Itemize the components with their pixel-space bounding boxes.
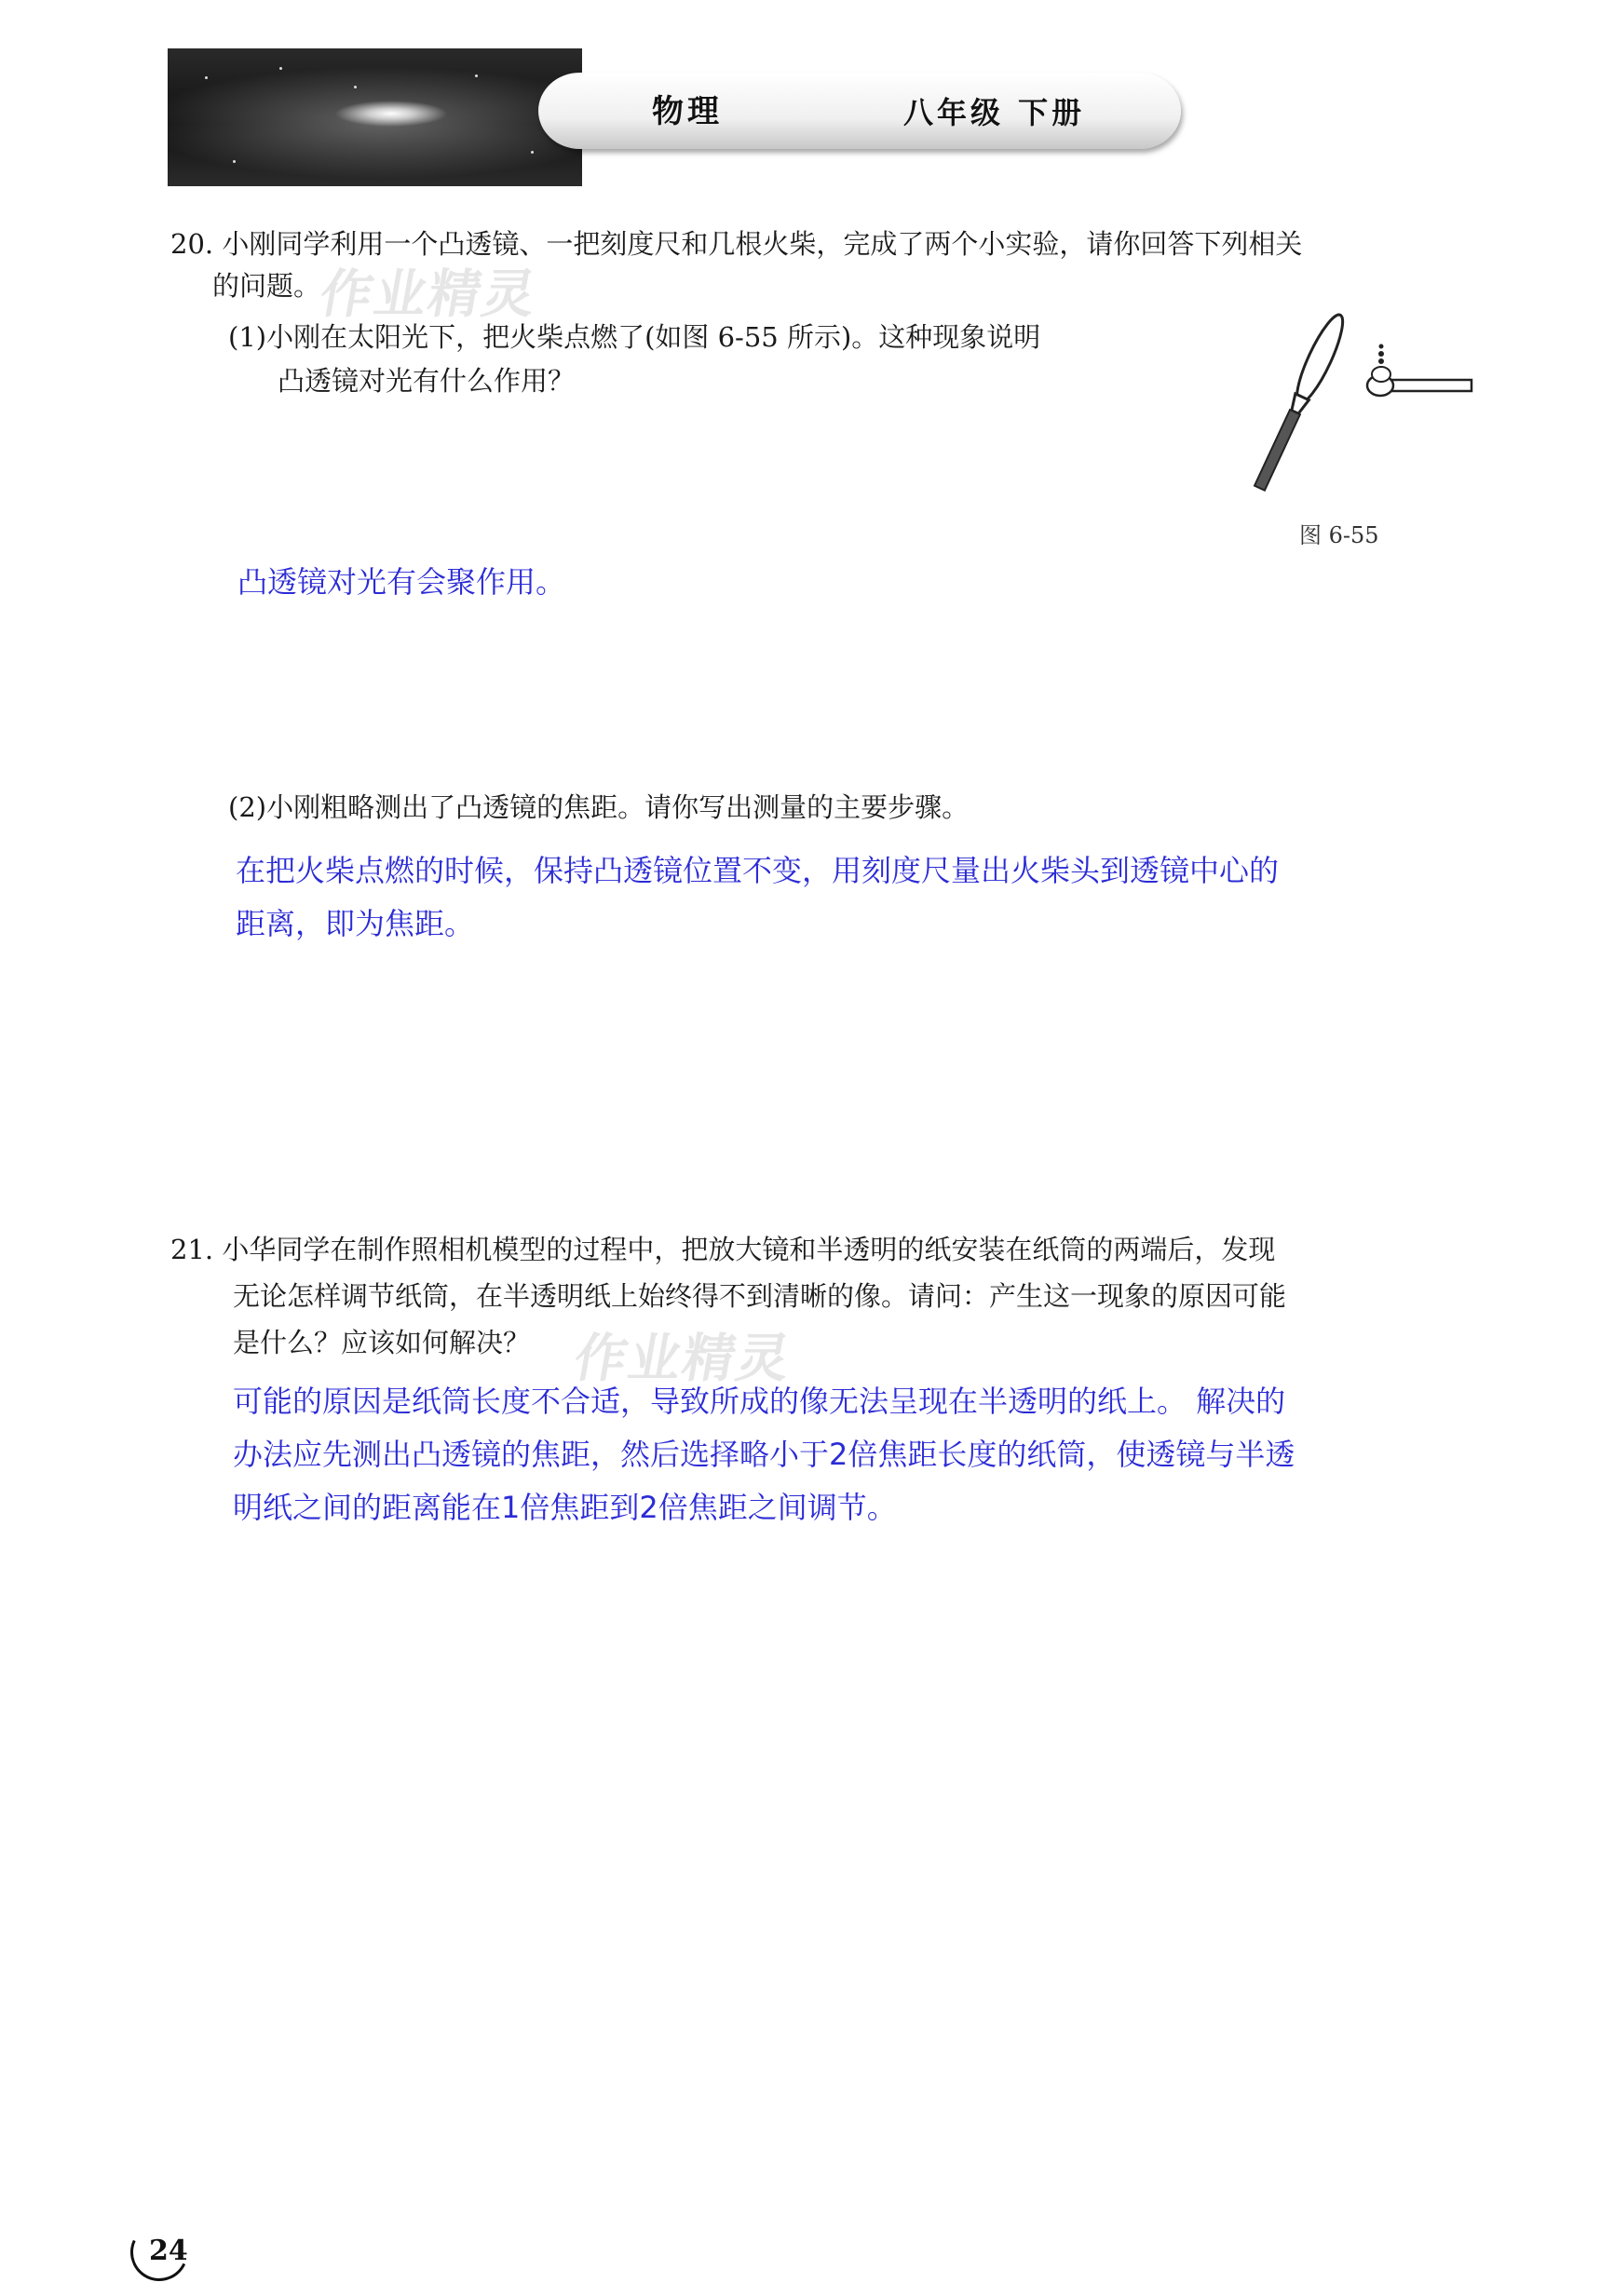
q20-line2: 的问题。 [212, 270, 321, 302]
q20-sub1-line1: (1)小刚在太阳光下，把火柴点燃了(如图 6-55 所示)。这种现象说明 [228, 321, 1041, 353]
q21-answer-line3: 明纸之间的距离能在1倍焦距到2倍焦距之间调节。 [233, 1490, 897, 1525]
q21-line2: 无论怎样调节纸筒，在半透明纸上始终得不到清晰的像。请问：产生这一现象的原因可能 [233, 1280, 1287, 1312]
page-number: 24 [149, 2235, 188, 2267]
q21-answer-line2: 办法应先测出凸透镜的焦距，然后选择略小于2倍焦距长度的纸筒，使透镜与半透 [233, 1437, 1295, 1472]
magnifier-match-figure [1225, 307, 1481, 493]
q21-line3: 是什么？应该如何解决？ [233, 1327, 531, 1358]
q21-answer-line1: 可能的原因是纸筒长度不合适，导致所成的像无法呈现在半透明的纸上。 解决的 [233, 1384, 1286, 1419]
q20-answer2-line1: 在把火柴点燃的时候，保持凸透镜位置不变，用刻度尺量出火柴头到透镜中心的 [236, 853, 1280, 888]
subject-title: 物理 [652, 93, 723, 130]
q20-line1: 20. 小刚同学利用一个凸透镜、一把刻度尺和几根火柴，完成了两个小实验，请你回答下列相关 [170, 228, 1303, 260]
header-banner-image [168, 48, 582, 186]
grade-label: 八年级 下册 [903, 95, 1086, 130]
watermark-2: 作业精灵 [569, 1329, 796, 1389]
watermark: 作业精灵 [315, 264, 542, 325]
figure-caption: 图 6-55 [1299, 522, 1379, 548]
q20-answer2-line2: 距离，即为焦距。 [236, 906, 475, 941]
q20-sub2: (2)小刚粗略测出了凸透镜的焦距。请你写出测量的主要步骤。 [228, 791, 970, 823]
q20-answer1: 凸透镜对光有会聚作用。 [237, 564, 566, 600]
q20-sub1-line2: 凸透镜对光有什么作用？ [278, 365, 576, 397]
q21-line1: 21. 小华同学在制作照相机模型的过程中，把放大镜和半透明的纸安装在纸筒的两端后，发现 [170, 1234, 1276, 1265]
